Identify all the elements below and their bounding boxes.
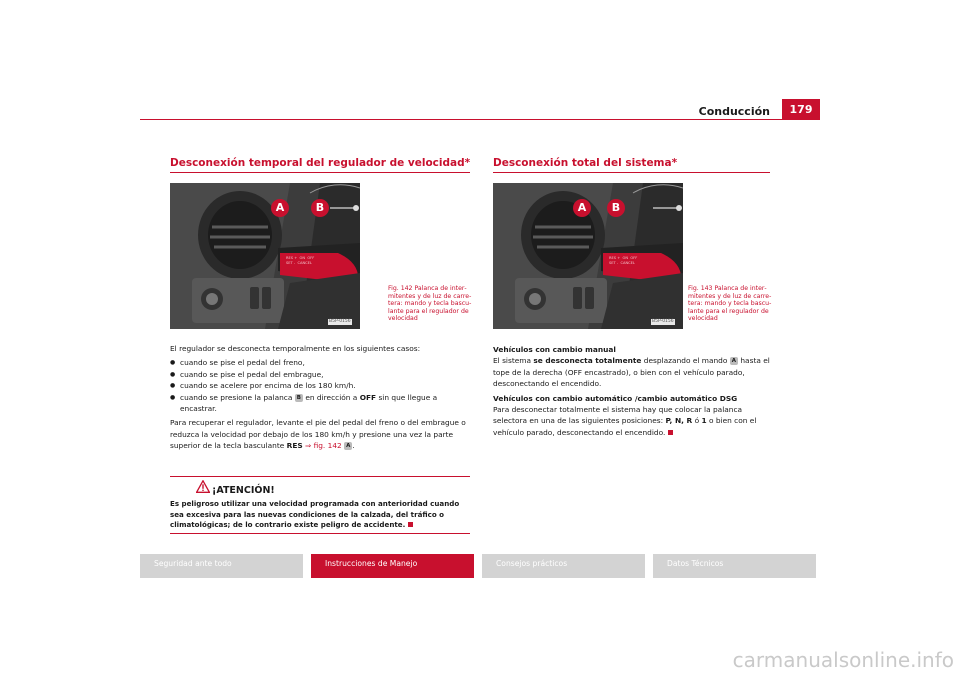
left-section-rule [170,172,470,173]
figure-142-illustration [170,183,360,329]
text-run: Para desconectar totalmente el sistema hay que colocar la palanca selectora en una de las siguientes posiciones: [493,405,743,426]
figure-code: B5P-0156 [652,319,674,324]
text-run: sin que llegue a encastrar. [180,392,438,414]
callout-a: A [573,199,591,217]
warning-text [170,499,470,531]
right-section-rule [493,172,770,173]
lever-label: ON [299,256,306,260]
list-item [170,392,470,415]
text-run: o bien con el vehículo parado, desconectando el encendido. [493,416,757,437]
bold-text: OFF [359,392,377,402]
automatic-paragraph [493,404,770,438]
footer-tab-instrucciones[interactable]: Instrucciones de Manejo [311,554,474,578]
figure-reference-link[interactable]: ⇒ fig. 142 [305,441,342,451]
lever-label: OFF [630,256,638,260]
lever-label: SET - [286,261,296,265]
chapter-title: Conducción [698,105,770,118]
lever-label: OFF [307,256,315,260]
subheading-manual: Vehículos con cambio manual [493,345,616,354]
recovery-paragraph [170,417,470,451]
text-run: cuando se presione la palanca [180,392,293,402]
figure-142-caption: Fig. 142 Palanca de intermitentes y de luz de carretera: mando y tecla basculante para el regulador de velocidad [388,285,472,323]
text-run: . [352,441,355,451]
warning-box [170,476,470,534]
callout-b: B [607,199,625,217]
figure-143 [493,183,683,329]
bold-text: P, N, R [665,416,693,426]
lever-label: ON [622,256,629,260]
subheading-automatic: Vehículos con cambio automático /cambio automático DSG [493,393,738,403]
figure-code: B5P-0156 [329,319,351,324]
lever-label: RES + [609,256,621,260]
text-run: Para recuperar el regulador, levante el pie del pedal del freno o del embrague o reduzca la velocidad por debajo de los 180 km/h y presione una vez la parte superior de la tecla basculante [170,418,466,451]
list-item: ● cuando se acelere por encima de los 180 km/h. [170,380,470,391]
lever-labels [286,256,314,266]
watermark: carmanualsonline.info [732,648,954,672]
footer-tab-seguridad[interactable]: Seguridad ante todo [140,554,303,578]
callout-a: A [271,199,289,217]
left-body [170,343,470,455]
footer-tab-datos[interactable]: Datos Técnicos [653,554,816,578]
page-number: 179 [782,99,820,119]
text-run: ó [694,416,700,426]
warning-title: ¡ATENCIÓN! [212,485,275,496]
bold-text: 1 [701,416,707,426]
bold-text: RES [286,441,303,451]
label-badge-a: A [731,358,737,365]
figure-142 [170,183,360,329]
text-run: en dirección a [305,392,358,402]
warning-triangle-icon [196,480,210,493]
text-run: El sistema [493,356,531,366]
manual-paragraph [493,355,770,389]
lever-label: CANCEL [620,261,635,265]
end-mark-icon [668,430,673,435]
header-rule [140,119,820,120]
lever-label: CANCEL [297,261,312,265]
lever-label: RES + [286,256,298,260]
lever-labels [609,256,637,266]
figure-143-caption: Fig. 143 Palanca de intermitentes y de luz de carretera: mando y tecla basculante para el regulador de velocidad [688,285,772,323]
end-mark-icon [408,522,413,527]
callout-b: B [311,199,329,217]
right-body [493,344,770,441]
right-section-title: Desconexión total del sistema* [493,157,678,169]
footer-tab-consejos[interactable]: Consejos prácticos [482,554,645,578]
text-run: desplazando el mando [643,356,728,366]
left-section-title: Desconexión temporal del regulador de velocidad* [170,157,471,169]
list-item: ● cuando se pise el pedal del embrague, [170,369,470,380]
lever-label: SET - [609,261,619,265]
label-badge-b: B [296,394,301,401]
bold-text: se desconecta totalmente [533,356,642,366]
label-badge-a: A [346,443,351,450]
text-run: hasta el tope de la derecha (OFF encastrado), o bien con el vehículo parado, desconectando el encendido. [493,356,770,389]
text-run: Es peligroso utilizar una velocidad programada con anterioridad cuando sea excesiva para las nuevas condiciones de la calzada, del tráfico o climatológicas; de lo contrario existe peligro de accidente. [170,499,460,530]
list-item: ● cuando se pise el pedal del freno, [170,357,470,368]
bullet-list [170,357,470,414]
intro-paragraph: El regulador se desconecta temporalmente en los siguientes casos: [170,344,421,353]
